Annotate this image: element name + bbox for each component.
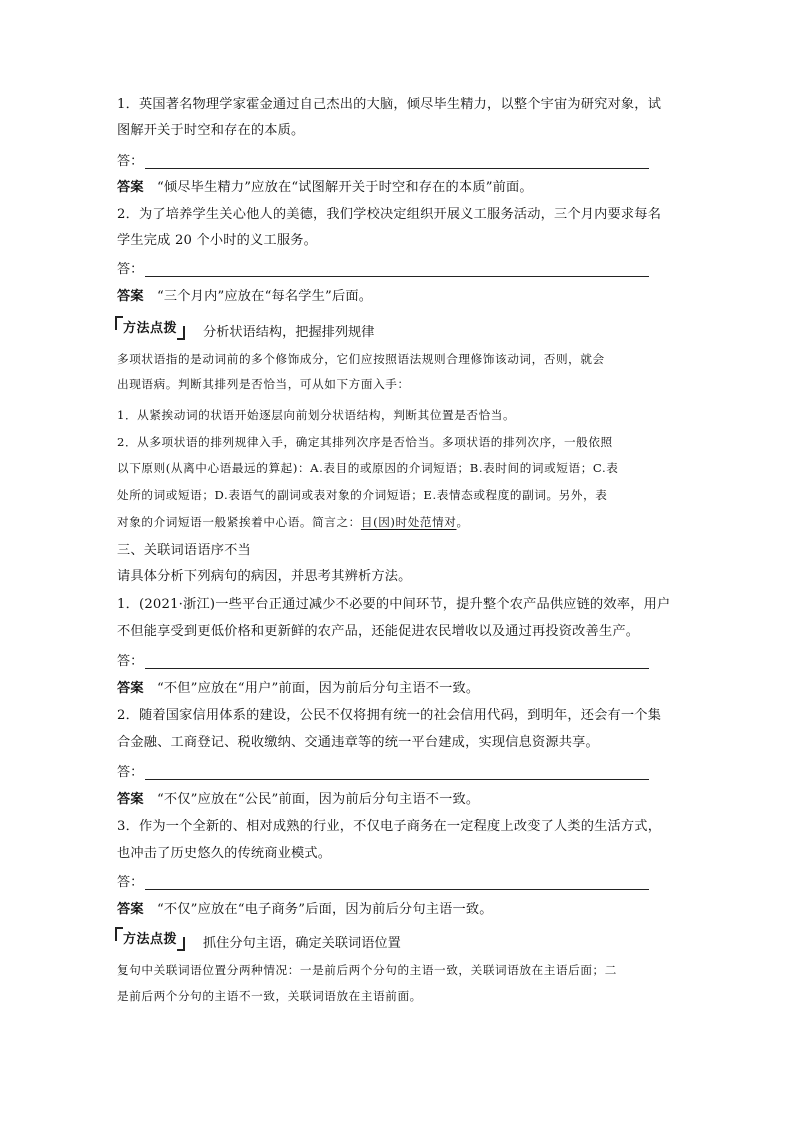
bracket-left-icon xyxy=(115,316,123,330)
answer-prefix: 答： xyxy=(117,262,144,277)
answer-underline xyxy=(145,168,649,169)
question-3-line-2: 不但能享受到更低价格和更新鲜的农产品，还能促进农民增收以及通过再投资改善生产。 xyxy=(117,624,640,639)
answer-3 xyxy=(117,678,681,699)
tip1-item-2-line-4 xyxy=(117,511,683,534)
answer-label: 答案 xyxy=(117,289,144,304)
answer-prefix: 答： xyxy=(117,765,144,780)
answer-prefix: 答： xyxy=(117,875,144,890)
answer-underline xyxy=(145,668,649,669)
answer-text: “三个月内”应放在“每名学生”后面。 xyxy=(156,289,373,304)
question-4-line-1: 2．随着国家信用体系的建设，公民不仅将拥有统一的社会信用代码，到明年，还会有一个集 xyxy=(117,708,662,723)
answer-text: “不仅”应放在“电子商务”后面，因为前后分句主语一致。 xyxy=(156,902,493,917)
answer-label: 答案 xyxy=(117,681,144,696)
answer-blank-5[interactable] xyxy=(117,872,649,893)
bracket-right-icon xyxy=(177,937,185,951)
method-tip-badge-2 xyxy=(115,927,185,951)
answer-label: 答案 xyxy=(117,180,144,195)
section-instruction: 请具体分析下列病句的病因，并思考其辨析方法。 xyxy=(117,569,412,584)
answer-4 xyxy=(117,789,681,810)
tip2-para-line-1: 复句中关联词语位置分两种情况：一是前后两个分句的主语一致，关联词语放在主语后面；二 xyxy=(117,963,617,977)
question-5-line-2: 也冲击了历史悠久的传统商业模式。 xyxy=(117,846,332,861)
tip1-summary-prefix: 对象的介词短语一般紧挨着中心语。简言之： xyxy=(117,515,361,529)
tip1-item-2-line-2: 以下原则(从离中心语最远的算起)：A.表目的或原因的介词短语；B.表时间的词或短语；C.表 xyxy=(117,461,619,475)
tip2-para-line-2: 是前后两个分句的主语不一致，关联词语放在主语前面。 xyxy=(117,989,422,1003)
answer-2 xyxy=(117,286,681,307)
bracket-right-icon xyxy=(177,326,185,340)
answer-underline xyxy=(145,779,649,780)
tip1-summary-suffix: 。 xyxy=(456,515,469,529)
answer-5 xyxy=(117,899,681,920)
question-1-line-1: 1．英国著名物理学家霍金通过自己杰出的大脑，倾尽毕生精力，以整个宇宙为研究对象，试 xyxy=(117,97,662,112)
tip1-para-line-1: 多项状语指的是动词前的多个修饰成分，它们应按照语法规则合理修饰该动词，否则，就会 xyxy=(117,352,605,366)
question-2-line-1: 2．为了培养学生关心他人的美德，我们学校决定组织开展义工服务活动，三个月内要求每名 xyxy=(117,207,662,222)
badge-label: 方法点拨 xyxy=(123,321,178,336)
answer-label: 答案 xyxy=(117,902,144,917)
answer-blank-2[interactable] xyxy=(117,259,649,280)
question-1-line-2: 图解开关于时空和存在的本质。 xyxy=(117,123,305,138)
bracket-left-icon xyxy=(115,927,123,941)
answer-text: “不但”应放在“用户”前面，因为前后分句主语不一致。 xyxy=(156,681,480,696)
section-heading: 三、关联词语语序不当 xyxy=(117,543,251,558)
tip1-item-1: 1．从紧挨动词的状语开始逐层向前划分状语结构，判断其位置是否恰当。 xyxy=(117,408,516,422)
answer-label: 答案 xyxy=(117,792,144,807)
answer-prefix: 答： xyxy=(117,654,144,669)
question-5-line-1: 3．作为一个全新的、相对成熟的行业，不仅电子商务在一定程度上改变了人类的生活方式， xyxy=(117,819,662,834)
method-tip-title-2: 抓住分句主语，确定关联词语位置 xyxy=(203,936,401,951)
tip1-item-2-line-1: 2．从多项状语的排列规律入手，确定其排列次序是否恰当。多项状语的排列次序，一般依照 xyxy=(117,435,613,449)
answer-text: “不仅”应放在“公民”前面，因为前后分句主语不一致。 xyxy=(156,792,480,807)
answer-underline xyxy=(145,276,649,277)
answer-prefix: 答： xyxy=(117,154,144,169)
badge-label: 方法点拨 xyxy=(123,932,178,947)
tip1-summary-mnemonic: 目(因)时处范情对 xyxy=(360,515,457,529)
answer-blank-4[interactable] xyxy=(117,762,649,783)
answer-text: “倾尽毕生精力”应放在“试图解开关于时空和存在的本质”前面。 xyxy=(156,180,533,195)
answer-blank-3[interactable] xyxy=(117,651,649,672)
answer-blank-1[interactable] xyxy=(117,151,649,172)
tip1-item-2-line-3: 处所的词或短语；D.表语气的副词或表对象的介词短语；E.表情态或程度的副词。另外，表 xyxy=(117,488,608,502)
tip1-para-line-2: 出现语病。判断其排列是否恰当，可从如下方面入手： xyxy=(117,377,410,391)
method-tip-title-1: 分析状语结构，把握排列规律 xyxy=(203,325,375,340)
question-2-line-2: 学生完成 20 个小时的义工服务。 xyxy=(117,233,318,248)
question-4-line-2: 合金融、工商登记、税收缴纳、交通违章等的统一平台建成，实现信息资源共享。 xyxy=(117,735,599,750)
answer-underline xyxy=(145,889,649,890)
answer-1 xyxy=(117,177,681,198)
method-tip-badge-1 xyxy=(115,316,185,340)
question-3-line-1: 1．(2021·浙江)一些平台正通过减少不必要的中间环节，提升整个农产品供应链的效率，用户 xyxy=(117,597,671,612)
